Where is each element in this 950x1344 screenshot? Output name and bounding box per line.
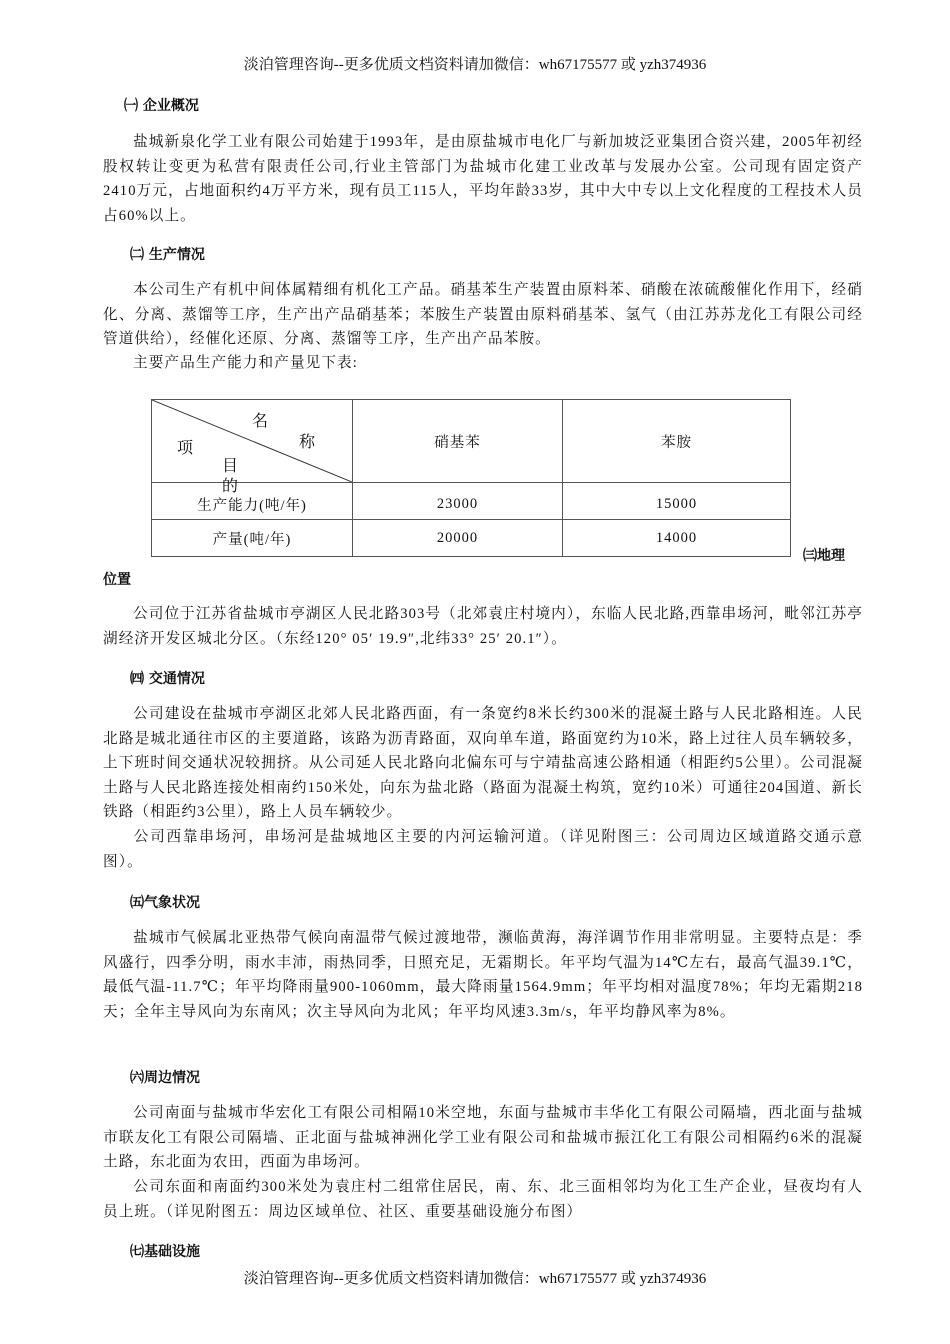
paragraph-text: 公司西靠串场河，串场河是盐城地区主要的内河运输河道。（详见附图三：公司周边区域道路交通示意图）。 bbox=[103, 829, 863, 870]
paragraph-location bbox=[103, 602, 863, 651]
corner-label-item-1: 项 bbox=[177, 440, 195, 457]
row-label-capacity: 生产能力(吨/年) bbox=[152, 483, 353, 520]
paragraph-text: 公司东面和南面约300米处为袁庄村二组常住居民，南、东、北三面相邻均为化工生产企业，昼夜均有人员上班。（详见附图五：周边区域单位、社区、重要基础设施分布图） bbox=[103, 1179, 863, 1220]
paragraph-surroundings-2 bbox=[103, 1175, 863, 1224]
paragraph-text: 公司位于江苏省盐城市亭湖区人民北路303号（北郊袁庄村境内），东临人民北路,西靠串场河，毗邻江苏亭湖经济开发区城北分区。（东经120° 05′ 19.9″,北纬33° 25′ 20.1″）。 bbox=[103, 606, 863, 647]
page-footer: 淡泊管理咨询--更多优质文档资料请加微信：wh67175577 或 yzh374936 bbox=[243, 1271, 707, 1287]
paragraph-table-intro bbox=[103, 351, 863, 376]
corner-label-name-2: 称 bbox=[299, 434, 317, 451]
paragraph-text: 公司南面与盐城市华宏化工有限公司相隔10米空地，东面与盐城市丰华化工有限公司隔墙，西北面与盐城市联友化工有限公司隔墙、正北面与盐城神洲化学工业有限公司和盐城市振江化工有限公司相隔约6米的混凝土路，东北面为农田，西面为串场河。 bbox=[103, 1105, 863, 1170]
corner-label-name-1: 名 bbox=[252, 413, 270, 430]
paragraph-text: 盐城市气候属北亚热带气候向南温带气候过渡地带，濒临黄海，海洋调节作用非常明显。主要特点是：季风盛行，四季分明，雨水丰沛，雨热同季，日照充足，无霜期长。年平均气温为14℃左右，最高气温39.1℃，最低气温-11.7℃；年平均降雨量900-1060mm，最大降雨量1564.9mm；年平均相对温度78%；年均无霜期218天；全年主导风向为东南风；次主导风向为北风；年平均风速3.3m/s，年平均静风率为8%。 bbox=[103, 930, 863, 1020]
section-title-surroundings: ㈥周边情况 bbox=[130, 1070, 200, 1086]
section-title-location-part2: 位置 bbox=[103, 572, 131, 588]
table-row bbox=[152, 520, 791, 557]
column-header-nitrobenzene: 硝基苯 bbox=[353, 400, 563, 483]
cell-output-nitrobenzene: 20000 bbox=[353, 520, 563, 557]
paragraph-production bbox=[103, 278, 863, 352]
paragraph-overview bbox=[103, 130, 863, 228]
table-corner-cell bbox=[152, 400, 353, 495]
paragraph-text: 主要产品生产能力和产量见下表: bbox=[133, 355, 358, 371]
cell-output-aniline: 14000 bbox=[563, 520, 791, 557]
section-title-location-part1: ㈢地理 bbox=[803, 548, 845, 564]
corner-label-item-2: 目 bbox=[222, 458, 240, 475]
cell-capacity-nitrobenzene: 23000 bbox=[353, 483, 563, 520]
section-title-overview: ㈠ 企业概况 bbox=[124, 98, 199, 114]
paragraph-text: 公司建设在盐城市亭湖区北郊人民北路西面，有一条宽约8米长约300米的混凝土路与人民北路相连。人民北路是城北通往市区的主要道路，该路为沥青路面，双向单车道，路面宽约为10米，路上过往人员车辆较多，上下班时间交通状况较拥挤。从公司延人民北路向北偏东可与宁靖盐高速公路相通（相距约5公里）。公司混凝土路与人民北路连接处相南约150米处，向东为盐北路（路面为混凝土构筑，宽约10米）可通往204国道、新长铁路（相距约3公里），路上人员车辆较少。 bbox=[103, 706, 863, 820]
column-header-aniline: 苯胺 bbox=[563, 400, 791, 483]
paragraph-text: 本公司生产有机中间体属精细有机化工产品。硝基苯生产装置由原料苯、硝酸在浓硫酸催化作用下，经硝化、分离、蒸馏等工序，生产出产品硝基苯；苯胺生产装置由原料硝基苯、氢气（由江苏苏龙化工有限公司经管道供给），经催化还原、分离、蒸馏等工序，生产出产品苯胺。 bbox=[103, 282, 863, 347]
table-header-row bbox=[152, 400, 791, 483]
section-title-climate: ㈤气象状况 bbox=[130, 895, 200, 911]
production-capacity-table bbox=[151, 399, 791, 557]
page-header: 淡泊管理咨询--更多优质文档资料请加微信：wh67175577 或 yzh374936 bbox=[243, 57, 707, 73]
corner-label-item-3: 的 bbox=[222, 478, 240, 495]
paragraph-traffic-1 bbox=[103, 702, 863, 825]
table-row bbox=[152, 483, 791, 520]
paragraph-traffic-2 bbox=[103, 825, 863, 874]
paragraph-surroundings-1 bbox=[103, 1101, 863, 1175]
section-title-traffic: ㈣ 交通情况 bbox=[130, 671, 205, 687]
section-title-production: ㈡ 生产情况 bbox=[130, 247, 205, 263]
paragraph-text: 盐城新泉化学工业有限公司始建于1993年，是由原盐城市电化厂与新加坡泛亚集团合资兴建，2005年初经股权转让变更为私营有限责任公司,行业主管部门为盐城市化建工业改革与发展办公室。公司现有固定资产2410万元，占地面积约4万平方米，现有员工115人，平均年龄33岁，其中大中专以上文化程度的工程技术人员占60%以上。 bbox=[103, 134, 863, 224]
section-title-infrastructure: ㈦基础设施 bbox=[130, 1244, 200, 1260]
row-label-output: 产量(吨/年) bbox=[152, 520, 353, 557]
paragraph-climate bbox=[103, 926, 863, 1024]
cell-capacity-aniline: 15000 bbox=[563, 483, 791, 520]
